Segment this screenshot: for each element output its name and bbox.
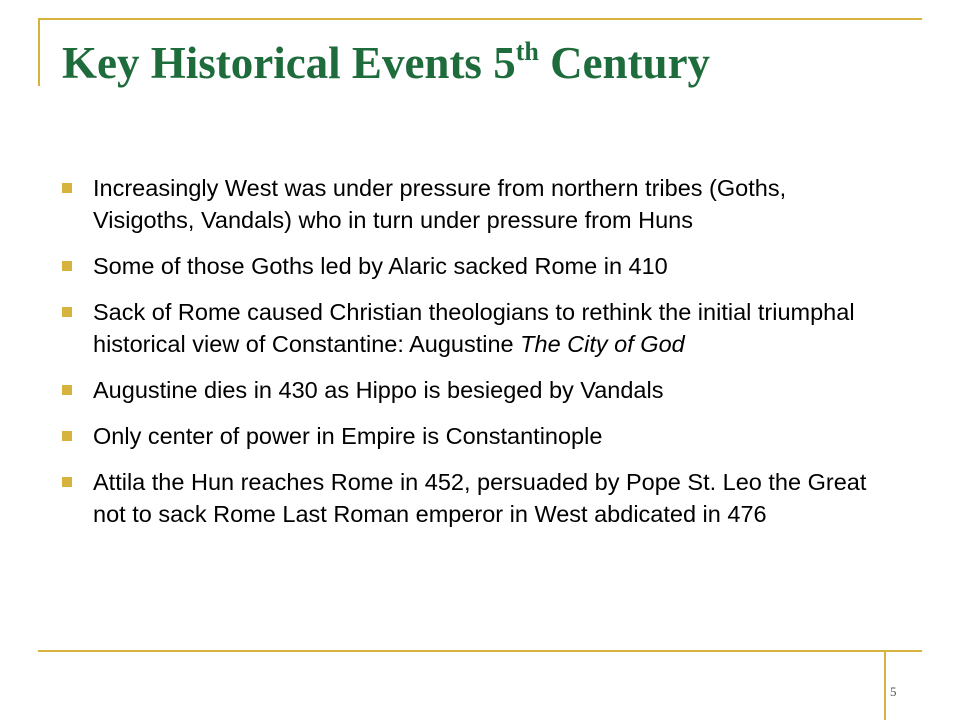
bottom-border-line [38, 650, 922, 652]
bullet-text: Increasingly West was under pressure from northern tribes (Goths, Visigoths, Vandals) who in turn under pressure from Huns [93, 175, 787, 233]
left-border-line [38, 18, 40, 86]
bullet-item [62, 420, 882, 452]
bullet-text: Attila the Hun reaches Rome in 452, persuaded by Pope St. Leo the Great not to sack Rome Last Roman emperor in West abdicated in 476 [93, 469, 867, 527]
bullet-text: Only center of power in Empire is Constantinople [93, 423, 603, 449]
bullet-item [62, 296, 882, 360]
right-border-line [884, 650, 886, 720]
bullet-square-icon [62, 431, 72, 441]
bullet-square-icon [62, 385, 72, 395]
bullet-square-icon [62, 261, 72, 271]
bullet-list [62, 172, 882, 544]
slide-title [62, 36, 710, 90]
bullet-item [62, 172, 882, 236]
bullet-item [62, 466, 882, 530]
slide-title-suffix: Century [538, 38, 711, 88]
bullet-text: Sack of Rome caused Christian theologians to rethink the initial triumphal historical view of Constantine: Augustine [93, 299, 855, 357]
bullet-item [62, 250, 882, 282]
page-number: 5 [890, 684, 897, 699]
slide-title-superscript: th [515, 37, 539, 66]
bullet-square-icon [62, 477, 72, 487]
bullet-text: Some of those Goths led by Alaric sacked Rome in 410 [93, 253, 668, 279]
bullet-item [62, 374, 882, 406]
top-border-line [38, 18, 922, 20]
bullet-text: Augustine dies in 430 as Hippo is besieged by Vandals [93, 377, 664, 403]
book-title: The City of God [520, 331, 685, 357]
slide-title-main: Key Historical Events 5 [62, 38, 516, 88]
bullet-square-icon [62, 183, 72, 193]
bullet-square-icon [62, 307, 72, 317]
